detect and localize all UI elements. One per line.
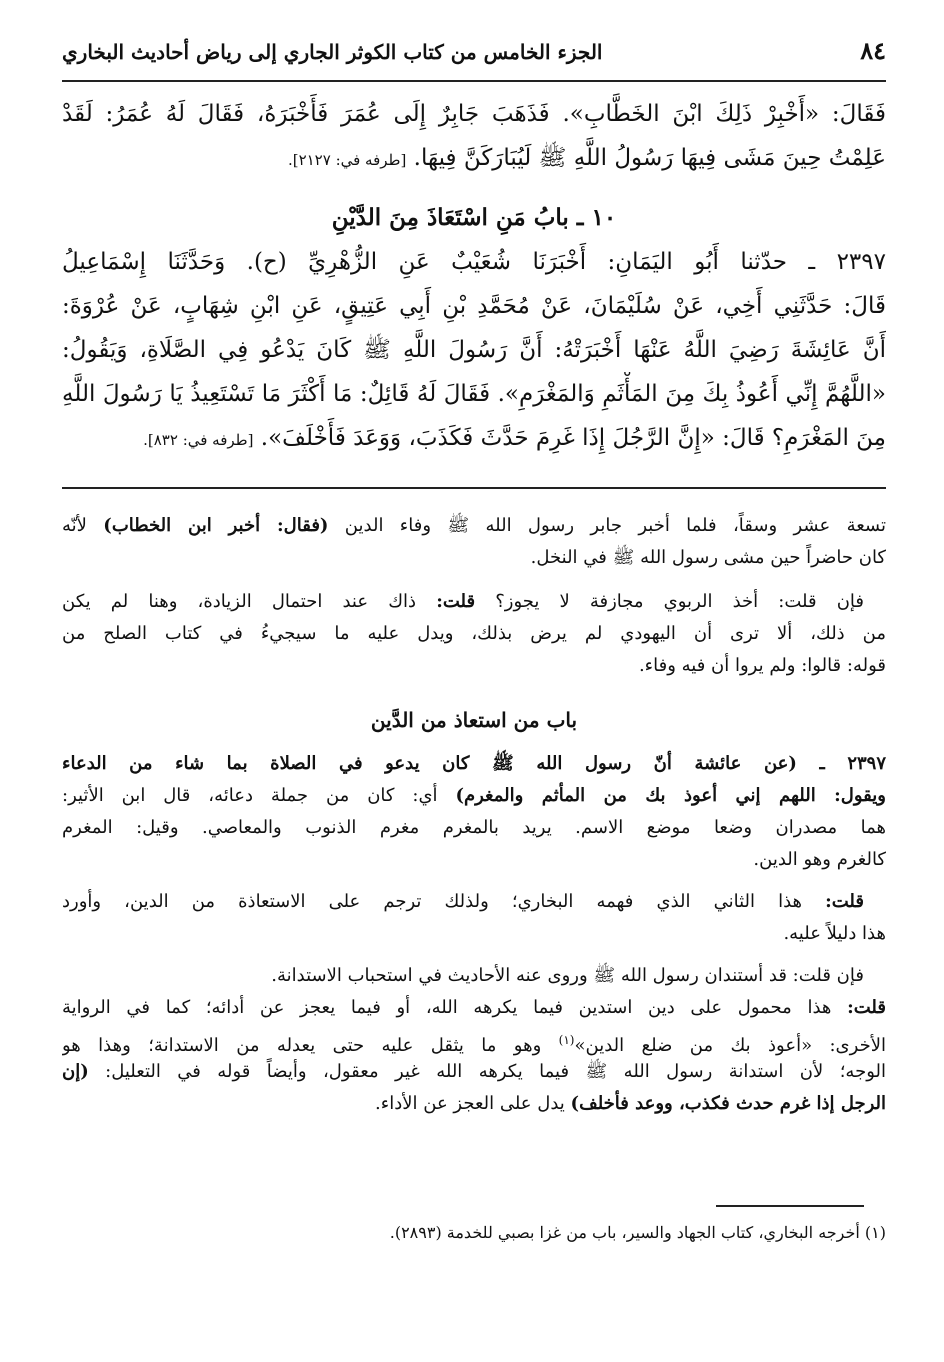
commentary-line: كالغرم وهو الدين. — [753, 849, 886, 870]
page-number: ٨٤ — [860, 36, 886, 65]
commentary-line: هذا دليلاً عليه. — [783, 923, 886, 944]
hadith-line: مِنَ المَغْرَمِ؟ قَالَ: «إِنَّ الرَّجُلَ إِذَا غَرِمَ حَدَّثَ فَكَذَبَ، وَوَعَدَ فَأَخْلَفَ». [طرفه في: ٨٣٢]. — [143, 425, 886, 451]
commentary-line: قوله: قالوا: ولم يروا أن فيه وفاء. — [638, 655, 886, 676]
hadith-line: أَنَّ عَائِشَةَ رَضِيَ اللَّهُ عَنْهَا أَخْبَرَتْهُ: أَنَّ رَسُولَ اللَّهِ ﷺ كَانَ يَدْعُو فِي الصَّلَاةِ، وَيَقُولُ: — [62, 337, 886, 363]
commentary-line: قلت: هذا الثاني الذي فهمه البخاري؛ ولذلك ترجم على الاستعاذة من الدين، وأورد — [62, 891, 864, 912]
commentary-line: فإن قلت: قد أستندان رسول الله ﷺ وروى عنه الأحاديث في استحباب الاستدانة. — [271, 965, 864, 986]
hadith-continuation — [62, 92, 886, 180]
footnote-divider — [716, 1205, 864, 1207]
commentary-line: فإن قلت: أخذ الربوي مجازفة لا يجوز؟ قلت: ذاك عند احتمال الزيادة، وهنا لم يكن — [62, 591, 865, 612]
commentary-line: الوجه؛ لأن استدانة رسول الله ﷺ فيما يكرهه الله غير معقول، وأيضاً قوله في التعليل: (إن — [62, 1061, 886, 1082]
commentary-line: قلت: هذا محمول على دين استدين فيما يكرهه الله، أو فيما يعجز عن أدائه؛ كما في الرواية — [62, 997, 886, 1018]
running-title: الجزء الخامس من كتاب الكوثر الجاري إلى رياض أحاديث البخاري — [62, 40, 603, 64]
cross-reference: [طرفه في: ٨٣٢]. — [143, 431, 254, 449]
commentary-block-1 — [62, 510, 886, 682]
cross-reference: [طرفه في: ٢١٢٧]. — [287, 151, 407, 169]
commentary-line: كان حاضراً حين مشى رسول الله ﷺ في النخل. — [530, 547, 886, 568]
hadith-line: عَلِمْتُ حِينَ مَشَى فِيهَا رَسُولُ اللَّهِ ﷺ لَيُبَارَكَنَّ فِيهَا. [طرفه في: ٢١٢٧]. — [287, 145, 886, 171]
commentary-line: من ذلك، ألا ترى أن اليهودي لم يرض بذلك، ويدل عليه ما سيجيءُ في كتاب الصلح من — [62, 623, 886, 644]
commentary-heading — [62, 704, 886, 736]
chapter-heading — [62, 196, 886, 240]
commentary-line: تسعة عشر وسقاً، فلما أخبر جابر رسول الله ﷺ وفاء الدين (فقال: أخبر ابن الخطاب) لأنّه — [62, 515, 886, 536]
hadith-line: «اللَّهُمَّ إِنِّي أَعُوذُ بِكَ مِنَ المَأْثَمِ وَالمَغْرَمِ». فَقَالَ لَهُ قَائِلٌ: مَا أَكْثَرَ مَا تَسْتَعِيذُ يَا رَسُولَ اللَّهِ — [62, 381, 886, 407]
footnote-marker: (١) — [558, 1033, 575, 1047]
hadith-line: ٢٣٩٧ ـ حدّثنا أَبُو اليَمَانِ: أَخْبَرَنَا شُعَيْبٌ عَنِ الزُّهْرِيِّ (ح). وَحَدَّثَنَا إِسْمَاعِيلُ — [62, 249, 886, 275]
commentary-block-2 — [62, 748, 886, 1120]
commentary-line: هما مصدران وضعا موضع الاسم. يريد بالمغرم مغرم الذنوب والمعاصي. وقيل: المغرم — [62, 817, 886, 838]
hadith-line: فَقَالَ: «أَخْبِرْ ذَلِكَ ابْنَ الخَطَّابِ». فَذَهَبَ جَابِرٌ إِلَى عُمَرَ فَأَخْبَرَهُ، فَقَالَ لَهُ عُمَرُ: لَقَدْ — [62, 101, 886, 127]
commentary-divider — [62, 487, 886, 489]
running-header — [62, 30, 886, 82]
commentary-line: الرجل إذا غرم حدث فكذب، ووعد فأخلف) يدل على العجز عن الأداء. — [375, 1093, 886, 1114]
chapter-title: ١٠ ـ بابُ مَنِ اسْتَعَاذَ مِنَ الدَّيْنِ — [331, 204, 617, 231]
commentary-chapter-title: باب من استعاذ من الدَّين — [370, 708, 578, 732]
footnote: (١) أخرجه البخاري، كتاب الجهاد والسير، باب من غزا بصبي للخدمة (٢٨٩٣). — [389, 1223, 886, 1242]
commentary-line: ٢٣٩٧ ـ (عن عائشة أنّ رسول الله ﷺ كان يدعو في الصلاة بما شاء من الدعاء — [62, 753, 886, 774]
hadith-line: قَالَ: حَدَّثَنِي أَخِي، عَنْ سُلَيْمَانَ، عَنْ مُحَمَّدِ بْنِ أَبِي عَتِيقٍ، عَنِ ابْنِ شِهَابٍ، عَنْ عُرْوَةَ: — [62, 293, 886, 319]
hadith-2397 — [62, 240, 886, 460]
commentary-line: الأخرى: «أعوذ بك من ضلع الدين»$^{(١)}$ وهو ما يثقل عليه حتى يعدله من الاستدانة؛ وهذا هو — [62, 1033, 886, 1056]
commentary-line: ويقول: اللهم إني أعوذ بك من المأثم والمغرم) أي: كان من جملة دعائه، قال ابن الأثير: — [62, 785, 886, 806]
